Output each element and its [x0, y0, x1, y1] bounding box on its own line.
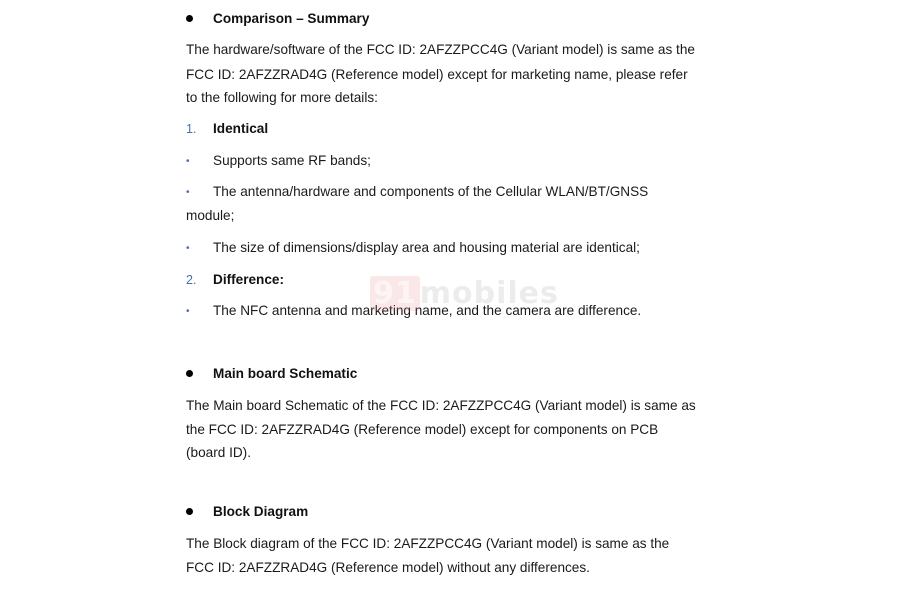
item-label: Difference: [213, 272, 285, 287]
bullet-dot-icon [186, 508, 193, 515]
paragraph-line: The Block diagram of the FCC ID: 2AFZZPCC4G (Variant model) is same as the [186, 536, 670, 551]
bullet-marker: • [186, 156, 190, 167]
bullet-dot-icon [186, 15, 193, 22]
paragraph-line: to the following for more details: [186, 90, 378, 105]
paragraph-line: The hardware/software of the FCC ID: 2AFZZPCC4G (Variant model) is same as the [186, 42, 695, 57]
item-label: Identical [213, 121, 269, 136]
list-number: 2. [186, 273, 197, 287]
bullet-marker: • [186, 243, 190, 254]
bullet-continuation: module; [186, 208, 235, 223]
heading-text: Block Diagram [213, 504, 309, 519]
bullet-text: Supports same RF bands; [213, 153, 371, 168]
paragraph-line: the FCC ID: 2AFZZRAD4G (Reference model) except for components on PCB [186, 422, 659, 437]
paragraph-line: FCC ID: 2AFZZRAD4G (Reference model) except for marketing name, please refer [186, 67, 688, 82]
bullet-text: The antenna/hardware and components of the Cellular WLAN/BT/GNSS [213, 184, 649, 199]
list-number: 1. [186, 122, 197, 136]
bullet-marker: • [186, 187, 190, 198]
bullet-dot-icon [186, 370, 193, 377]
bullet-text: The size of dimensions/display area and housing material are identical; [213, 240, 640, 255]
paragraph-line: FCC ID: 2AFZZRAD4G (Reference model) without any differences. [186, 560, 590, 575]
bullet-marker: • [186, 306, 190, 317]
watermark-prefix: 91 [370, 276, 420, 311]
heading-text: Main board Schematic [213, 366, 358, 381]
heading-text: Comparison – Summary [213, 11, 370, 26]
watermark-suffix: mobiles [419, 276, 559, 311]
paragraph-line: The Main board Schematic of the FCC ID: 2AFZZPCC4G (Variant model) is same as [186, 398, 696, 413]
bullet-text: The NFC antenna and marketing name, and the camera are difference. [213, 303, 642, 318]
paragraph-line: (board ID). [186, 445, 251, 460]
